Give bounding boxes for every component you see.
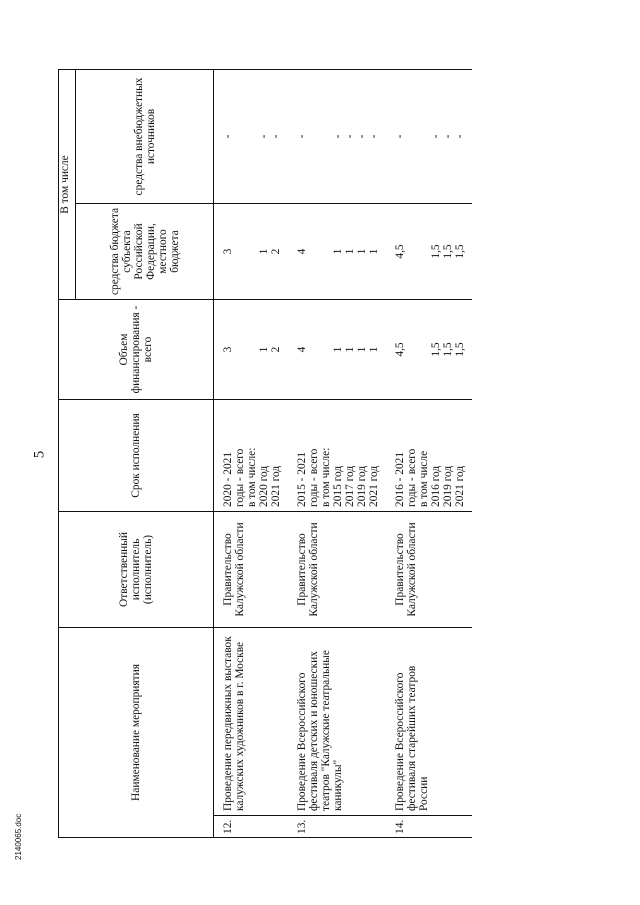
rotated-table-sheet bbox=[58, 70, 508, 838]
row-extrabudget-value: - bbox=[356, 134, 368, 139]
header-name: Наименование мероприятия bbox=[59, 628, 214, 838]
header-subject-budget: средства бюджета субъекта Российской Федерации, местного бюджета bbox=[76, 204, 214, 300]
row-volume bbox=[288, 300, 386, 400]
row-subject-budget-value bbox=[246, 208, 258, 295]
header-volume: Объем финансирования - всего bbox=[59, 300, 214, 400]
term-line: 2021 год bbox=[368, 465, 380, 507]
term-line: годы - всего bbox=[406, 448, 418, 507]
row-subject-budget bbox=[386, 204, 472, 300]
table-body bbox=[214, 70, 473, 838]
row-extrabudget-value bbox=[234, 74, 246, 199]
row-term bbox=[288, 400, 386, 512]
row-subject-budget-value: 1 bbox=[258, 248, 270, 255]
row-extrabudget-value: - bbox=[430, 134, 442, 139]
row-extrabudget-value bbox=[308, 74, 320, 199]
row-extrabudget-value: - bbox=[344, 134, 356, 139]
row-subject-budget-value: 1 bbox=[344, 248, 356, 255]
row-subject-budget-value: 1 bbox=[332, 248, 344, 255]
row-subject-budget-value: 4,5 bbox=[394, 244, 406, 259]
row-responsible: Правительство Калужской области bbox=[386, 512, 472, 628]
row-extrabudget-value bbox=[406, 74, 418, 199]
row-extrabudget-value: - bbox=[454, 134, 466, 139]
row-volume-value: 2 bbox=[270, 346, 282, 353]
row-subject-budget-value bbox=[406, 208, 418, 295]
term-line: 2020 - 2021 bbox=[222, 451, 234, 507]
row-volume bbox=[386, 300, 472, 400]
row-name: Проведение Всероссийского фестиваля детских и юношеских театров "Калужские театральные каникулы" bbox=[288, 628, 386, 816]
row-extrabudget-value bbox=[246, 74, 258, 199]
row-extrabudget-value: - bbox=[222, 134, 234, 139]
row-extrabudget-value: - bbox=[442, 134, 454, 139]
row-extrabudget-value: - bbox=[258, 134, 270, 139]
row-subject-budget-value: 1 bbox=[368, 248, 380, 255]
header-term: Срок исполнения bbox=[59, 400, 214, 512]
row-subject-budget-value: 1,5 bbox=[454, 244, 466, 259]
term-line: 2020 год bbox=[258, 465, 270, 507]
row-subject-budget-value bbox=[308, 208, 320, 295]
row-subject-budget-value: 3 bbox=[222, 248, 234, 255]
row-extrabudget-value bbox=[418, 74, 430, 199]
row-volume-value: 1 bbox=[344, 346, 356, 353]
row-volume-value bbox=[234, 304, 246, 395]
row-volume-value bbox=[246, 304, 258, 395]
row-volume-value: 3 bbox=[222, 346, 234, 353]
row-extrabudget-value bbox=[320, 74, 332, 199]
row-number: 12. bbox=[214, 816, 289, 838]
row-number: 14. bbox=[386, 816, 472, 838]
footer-doc-name: 2140065.doc bbox=[14, 813, 23, 860]
term-line: 2021 год bbox=[270, 465, 282, 507]
row-volume-value: 1 bbox=[332, 346, 344, 353]
row-subject-budget bbox=[214, 204, 289, 300]
term-line: в том числе: bbox=[246, 447, 258, 507]
term-line: 2016 - 2021 bbox=[394, 451, 406, 507]
header-extrabudget: средства внебюджетных источников bbox=[76, 70, 214, 204]
term-line: годы - всего bbox=[234, 448, 246, 507]
row-name: Проведение Всероссийского фестиваля старейших театров России bbox=[386, 628, 472, 816]
row-volume bbox=[214, 300, 289, 400]
row-term bbox=[214, 400, 289, 512]
row-volume-value: 1 bbox=[368, 346, 380, 353]
row-extrabudget bbox=[386, 70, 472, 204]
row-number: 13. bbox=[288, 816, 386, 838]
row-subject-budget-value: 4 bbox=[296, 248, 308, 255]
row-extrabudget bbox=[288, 70, 386, 204]
term-line: в том числе bbox=[418, 450, 430, 507]
row-subject-budget-value: 1,5 bbox=[442, 244, 454, 259]
row-volume-value: 4 bbox=[296, 346, 308, 353]
row-extrabudget-value: - bbox=[270, 134, 282, 139]
page-number: 5 bbox=[31, 450, 48, 459]
term-line: в том числе: bbox=[320, 447, 332, 507]
table-row bbox=[214, 70, 289, 838]
row-volume-value: 1,5 bbox=[442, 342, 454, 357]
row-subject-budget-value: 1 bbox=[356, 248, 368, 255]
row-extrabudget bbox=[214, 70, 289, 204]
row-volume-value: 4,5 bbox=[394, 342, 406, 357]
row-volume-value: 1,5 bbox=[454, 342, 466, 357]
term-line: годы - всего bbox=[308, 448, 320, 507]
term-line: 2019 год bbox=[442, 465, 454, 507]
row-name: Проведение передвижных выставок калужских художников в г. Москве bbox=[214, 628, 289, 816]
row-subject-budget-value: 1,5 bbox=[430, 244, 442, 259]
term-line: 2021 год bbox=[454, 465, 466, 507]
term-line: 2015 - 2021 bbox=[296, 451, 308, 507]
financing-table bbox=[58, 69, 472, 838]
row-responsible: Правительство Калужской области bbox=[214, 512, 289, 628]
row-volume-value: 1 bbox=[356, 346, 368, 353]
row-subject-budget-value: 2 bbox=[270, 248, 282, 255]
term-line: 2015 год bbox=[332, 465, 344, 507]
row-term bbox=[386, 400, 472, 512]
row-volume-value bbox=[320, 304, 332, 395]
row-volume-value bbox=[308, 304, 320, 395]
row-volume-value bbox=[418, 304, 430, 395]
row-subject-budget-value bbox=[418, 208, 430, 295]
row-subject-budget bbox=[288, 204, 386, 300]
row-extrabudget-value: - bbox=[368, 134, 380, 139]
row-subject-budget-value bbox=[234, 208, 246, 295]
row-volume-value: 1 bbox=[258, 346, 270, 353]
row-subject-budget-value bbox=[320, 208, 332, 295]
row-extrabudget-value: - bbox=[332, 134, 344, 139]
row-extrabudget-value: - bbox=[394, 134, 406, 139]
row-volume-value bbox=[406, 304, 418, 395]
term-line: 2019 год bbox=[356, 465, 368, 507]
term-line: 2017 год bbox=[344, 465, 356, 507]
row-responsible: Правительство Калужской области bbox=[288, 512, 386, 628]
header-including: В том числе bbox=[59, 70, 76, 300]
term-line: 2016 год bbox=[430, 465, 442, 507]
row-volume-value: 1,5 bbox=[430, 342, 442, 357]
table-row bbox=[288, 70, 386, 838]
row-extrabudget-value: - bbox=[296, 134, 308, 139]
header-responsible: Ответственный исполнитель (исполнитель) bbox=[59, 512, 214, 628]
table-row bbox=[386, 70, 472, 838]
